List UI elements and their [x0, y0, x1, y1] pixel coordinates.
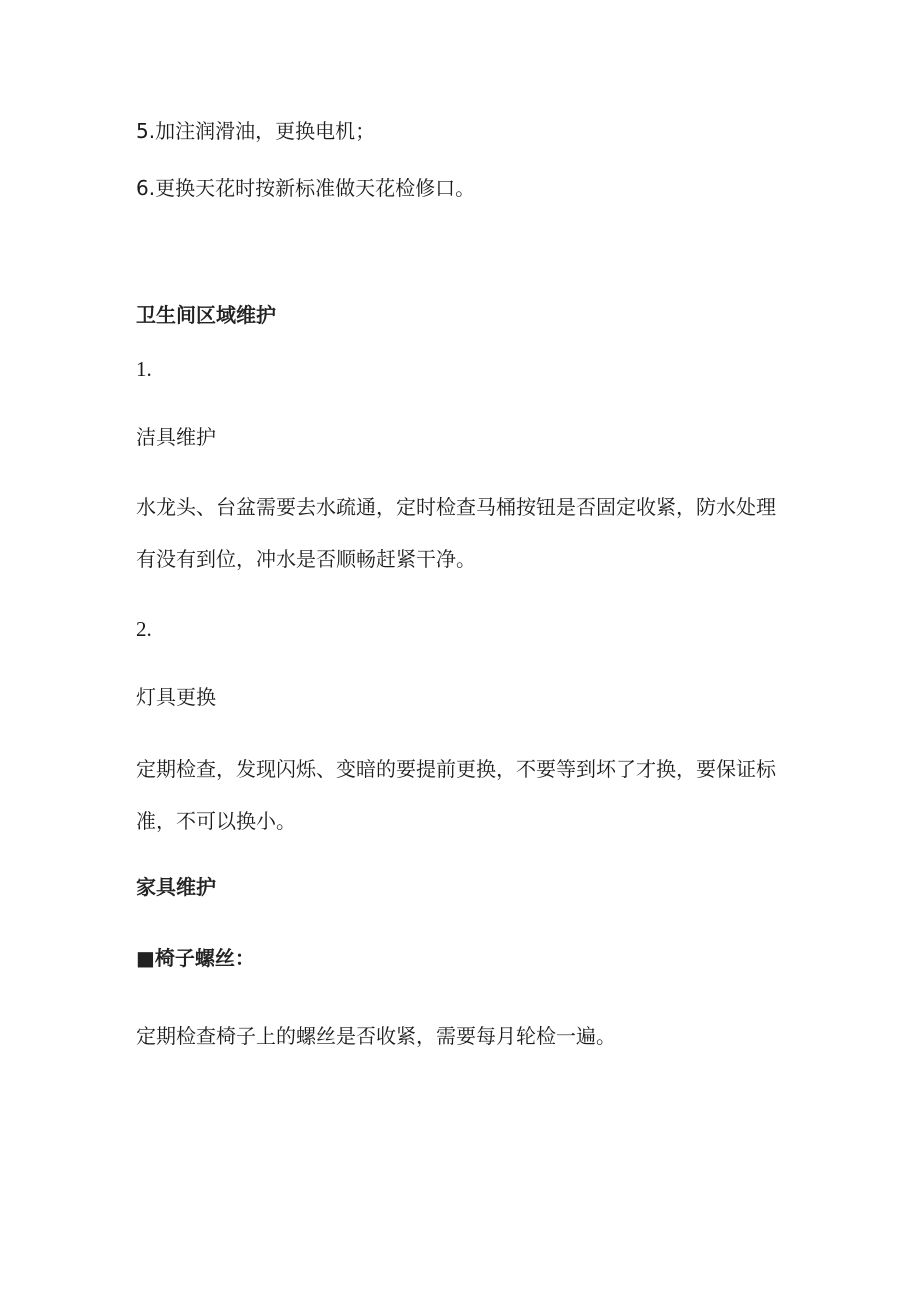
paragraph-line: 准，不可以换小。	[136, 809, 296, 833]
paragraph-line: 水龙头、台盆需要去水疏通，定时检查马桶按钮是否固定收紧，防水处理	[136, 495, 776, 519]
list-item-5: 5.加注润滑油，更换电机；	[136, 119, 376, 143]
section-heading-furniture: 家具维护	[136, 875, 216, 899]
section-heading-bathroom: 卫生间区域维护	[136, 303, 276, 327]
paragraph-fixtures	[136, 481, 786, 585]
subsection-title-lighting: 灯具更换	[136, 685, 216, 709]
section-number-2: 2.	[136, 617, 152, 641]
section-number-1: 1.	[136, 357, 152, 381]
subsection-title-fixtures: 洁具维护	[136, 425, 216, 449]
subheading-chair-screws: ■椅子螺丝：	[136, 946, 255, 970]
paragraph-line: 有没有到位，冲水是否顺畅赶紧干净。	[136, 547, 476, 571]
list-item-6: 6.更换天花时按新标准做天花检修口。	[136, 176, 476, 200]
paragraph-lighting	[136, 743, 786, 847]
paragraph-line: 定期检查，发现闪烁、变暗的要提前更换，不要等到坏了才换，要保证标	[136, 757, 776, 781]
paragraph-chair-screws: 定期检查椅子上的螺丝是否收紧，需要每月轮检一遍。	[136, 1024, 616, 1048]
